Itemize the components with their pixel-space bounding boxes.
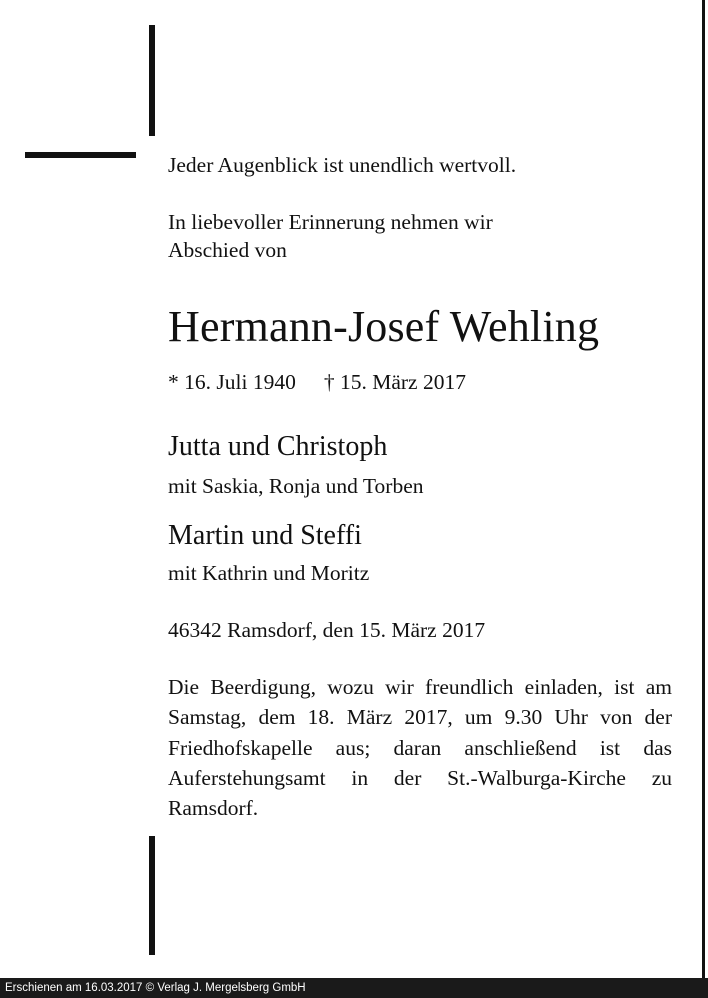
mourner-names-1: Jutta und Christoph <box>168 431 388 462</box>
intro-line-1: In liebevoller Erinnerung nehmen wir <box>168 210 493 234</box>
birth-date: * 16. Juli 1940 <box>168 370 296 394</box>
place-date: 46342 Ramsdorf, den 15. März 2017 <box>168 618 486 642</box>
publisher-footer: Erschienen am 16.03.2017 © Verlag J. Mergelsberg GmbH <box>0 978 708 998</box>
motto: Jeder Augenblick ist unendlich wertvoll. <box>168 153 517 177</box>
mourner-with-2: mit Kathrin und Moritz <box>168 561 370 585</box>
funeral-paragraph: Die Beerdigung, wozu wir freundlich einladen, ist am Samstag, dem 18. März 2017, um 9.30 Uhr von der Friedhofskapelle aus; daran anschließend ist das Auferstehungsamt in der St.-Walburga-Kirche zu Ramsdorf. <box>168 675 672 821</box>
intro-line-2: Abschied von <box>168 238 287 262</box>
mourner-with-1: mit Saskia, Ronja und Torben <box>168 474 424 498</box>
cross-vertical-bar-top <box>149 25 155 136</box>
cross-vertical-bar-bottom <box>149 836 155 955</box>
deceased-name: Hermann-Josef Wehling <box>168 302 600 351</box>
mourner-names-2: Martin und Steffi <box>168 520 362 551</box>
death-date: † 15. März 2017 <box>323 370 466 394</box>
cross-horizontal-bar <box>25 152 136 158</box>
life-dates <box>168 367 466 397</box>
